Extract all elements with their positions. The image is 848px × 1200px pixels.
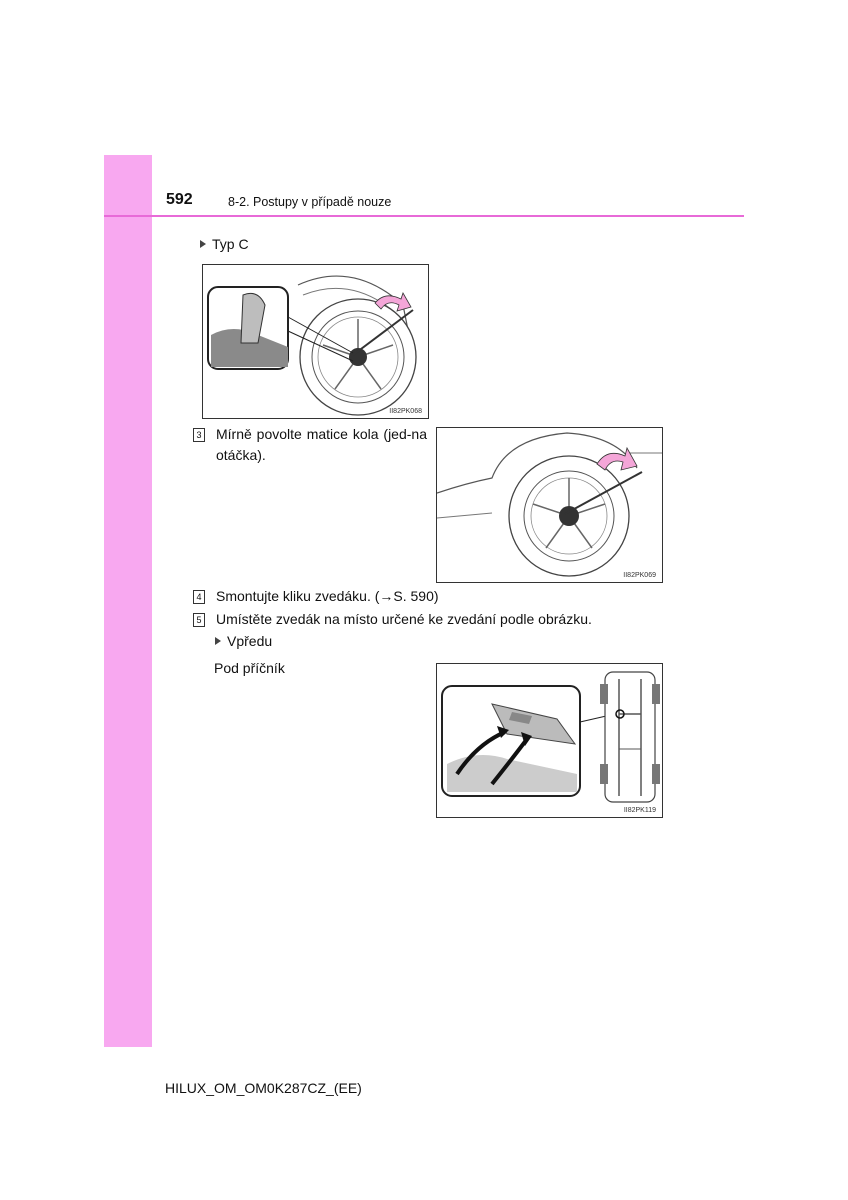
figure-code: II82PK068 [389, 408, 422, 415]
front-heading [215, 633, 272, 649]
step-5 [193, 609, 592, 630]
figure-code: II82PK069 [623, 572, 656, 579]
step-text: Umístěte zvedák na místo určené ke zvedání podle obrázku. [216, 611, 592, 627]
chapter-side-tab [104, 155, 152, 1047]
footer-doc-code: HILUX_OM_OM0K287CZ_(EE) [165, 1080, 362, 1096]
type-c-label: Typ C [212, 236, 249, 252]
step-number-box: 4 [193, 590, 205, 604]
header-rule [104, 215, 744, 217]
step-3 [193, 424, 427, 466]
front-label: Vpředu [227, 633, 273, 649]
wheel-nut-illustration [203, 265, 428, 418]
figure-wheel-nut-loosening [436, 427, 663, 583]
jack-point-illustration [437, 664, 662, 817]
triangle-bullet-icon [215, 637, 221, 645]
step-number-box: 5 [193, 613, 205, 627]
figure-jack-point-front [436, 663, 663, 818]
step-text: Mírně povolte matice kola (jed-na otáčka). [216, 426, 427, 463]
wheel-nut-illustration-2 [437, 428, 662, 582]
step-text: Smontujte kliku zvedáku. (→S. 590) [216, 588, 439, 604]
page-number: 592 [166, 191, 193, 208]
figure-wheel-nut-loosening-type-c [202, 264, 429, 419]
step-number-box: 3 [193, 428, 205, 442]
type-c-heading [200, 236, 249, 252]
figure-code: II82PK119 [623, 807, 656, 814]
under-crossmember-label: Pod příčník [214, 660, 285, 676]
section-title: 8-2. Postupy v případě nouze [228, 195, 392, 209]
step-4 [193, 586, 439, 607]
triangle-bullet-icon [200, 240, 206, 248]
